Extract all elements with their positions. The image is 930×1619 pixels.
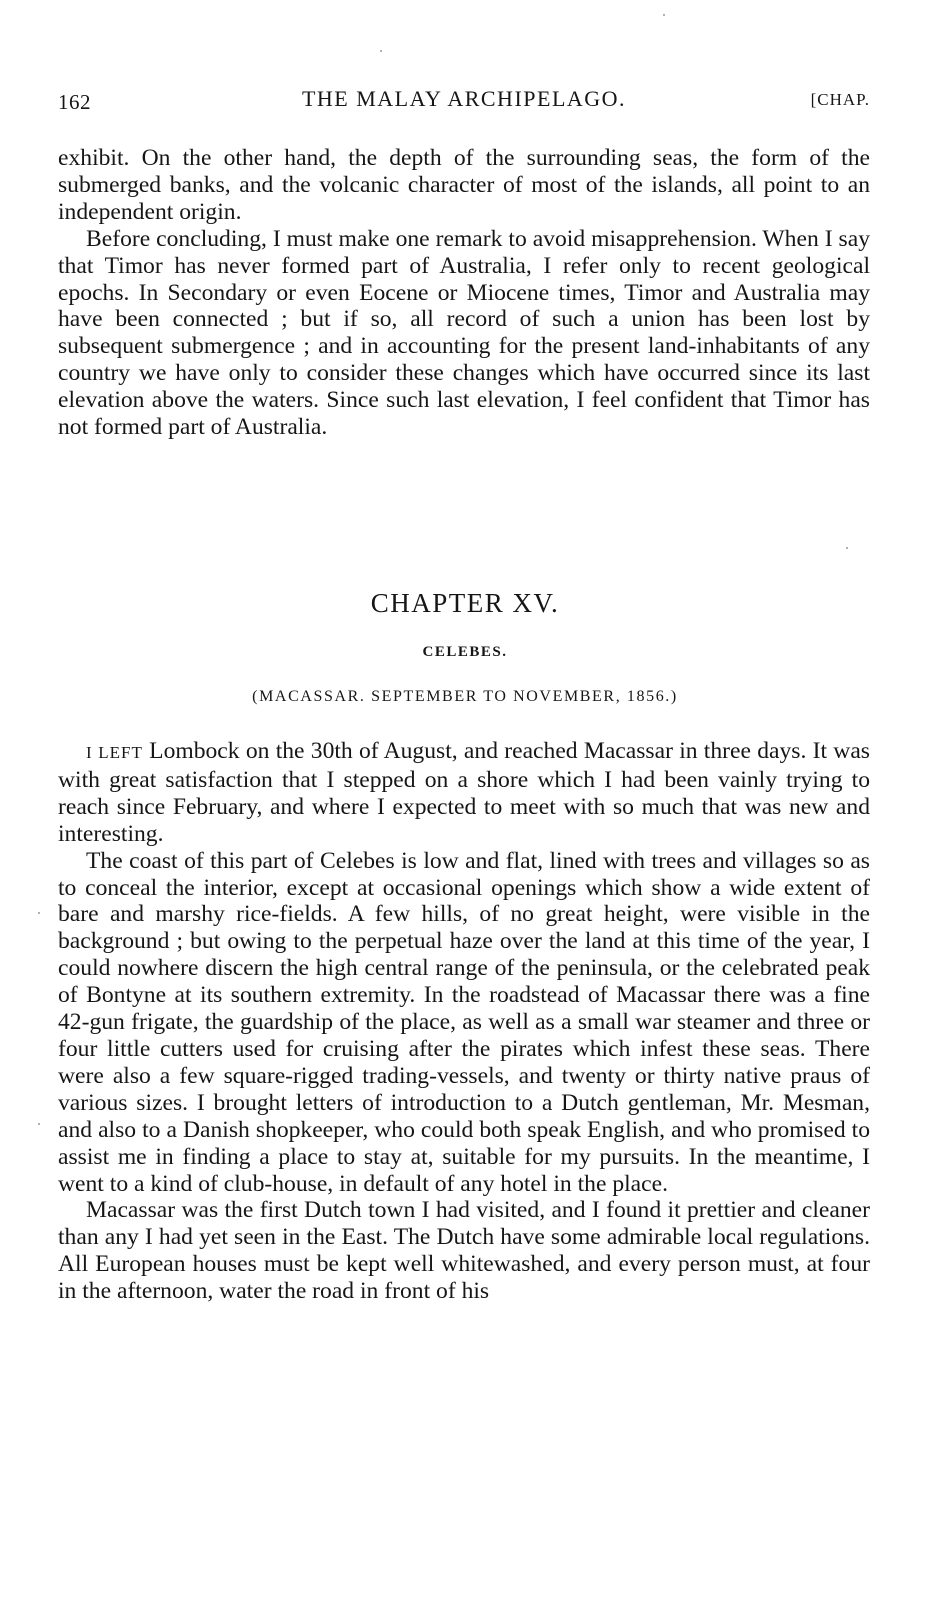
paragraph-text: Lombock on the 30th of August, and reached Macassar in three days. It was with great satisfaction that I stepped on a shore which I had been vainly trying to reach since February, and where I expected to meet with so much that was new and interesting. xyxy=(58,738,870,847)
opening-small-caps: I LEFT xyxy=(86,743,143,762)
text-block-previous-chapter xyxy=(58,145,870,441)
chapter-heading: CHAPTER XV. xyxy=(370,588,560,618)
running-title: THE MALAY ARCHIPELAGO. xyxy=(301,86,627,111)
paragraph: Macassar was the first Dutch town I had visited, and I found it prettier and cleaner than any I had yet seen in the East. The Dutch have some admirable local regulations. All European houses must be kept well whitewashed, and every person must, at four in the afternoon, water the road in front of his xyxy=(58,1197,870,1305)
scan-speck xyxy=(663,14,665,16)
paragraph: Before concluding, I must make one remark to avoid misapprehension. When I say that Timor has never formed part of Australia, I refer only to recent geological epochs. In Secondary or even Eocene or Miocene times, Timor and Australia may have been connected ; but if so, all record of such a union has been lost by subsequent submergence ; and in accounting for the present land-inhabitants of any country we have only to consider these changes which have occurred since its last elevation above the waters. Since such last elevation, I feel confident that Timor has not formed part of Australia. xyxy=(58,225,870,441)
scan-speck xyxy=(846,547,848,549)
scan-speck xyxy=(38,1123,40,1125)
paragraph xyxy=(58,738,870,848)
paragraph: The coast of this part of Celebes is low and flat, lined with trees and villages so as to conceal the interior, except at occasional openings which show a wide extent of bare and marshy rice-fields. A few hills, of no great height, were visible in the background ; but owing to the perpetual haze over the land at this time of the year, I could nowhere discern the high central range of the peninsula, or the celebrated peak of Bontyne at its southern extremity. In the roadstead of Macassar there was a fine 42-gun frigate, the guardship of the place, as well as a small war steamer and three or four little cutters used for cruising after the pirates which infest these seas. There were also a few square-rigged trading-vessels, and twenty or thirty native praus of various sizes. I brought letters of introduction to a Dutch gentleman, Mr. Mesman, and also to a Danish shopkeeper, who could both speak English, and who promised to assist me in finding a place to stay at, suitable for my pursuits. In the meantime, I went to a kind of club-house, in default of any hotel in the place. xyxy=(58,847,870,1197)
running-header xyxy=(58,86,870,118)
chapter-subtitle: CELEBES. xyxy=(422,644,508,660)
chapter-mark: [CHAP. xyxy=(810,90,870,109)
chapter-dates: (MACASSAR. SEPTEMBER TO NOVEMBER, 1856.) xyxy=(252,688,678,705)
page-number: 162 xyxy=(58,90,91,114)
paragraph: exhibit. On the other hand, the depth of the surrounding seas, the form of the submerged banks, and the volcanic character of most of the islands, all point to an independent origin. xyxy=(58,145,870,225)
scan-speck xyxy=(38,912,40,914)
text-block-chapter-15 xyxy=(58,738,870,1305)
scan-speck xyxy=(380,50,382,52)
